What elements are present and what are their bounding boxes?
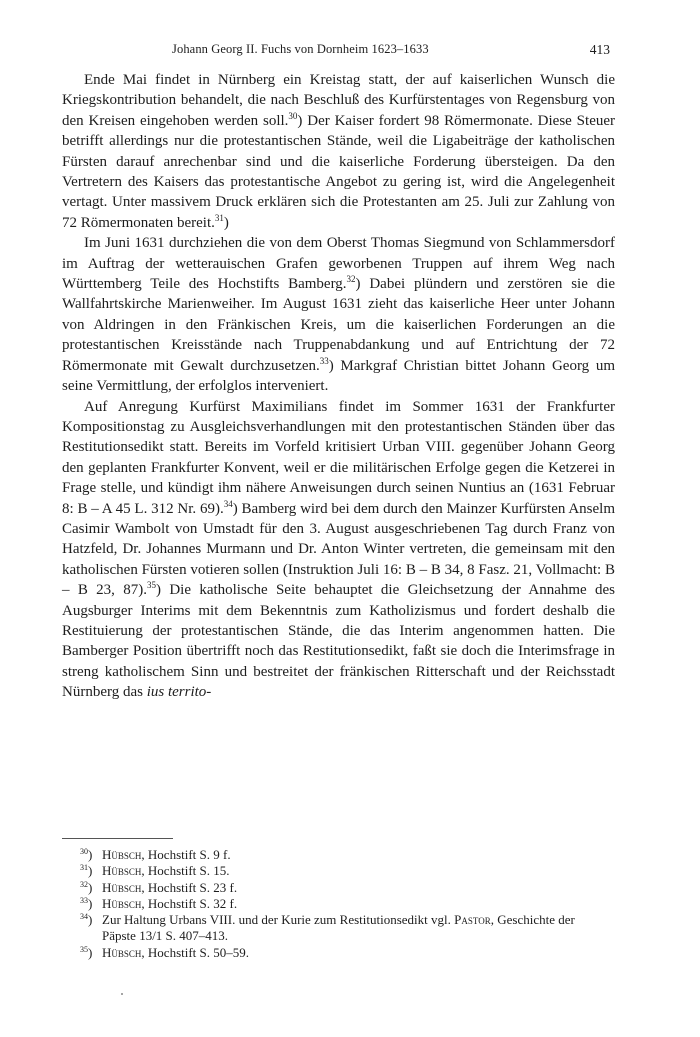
paragraph-1-text-a: Ende Mai findet in Nürnberg ein Kreistag statt, der auf kaiserlichen Wunsch die Kriegskontribution behandelt, die nach Beschluß des Kurfürstentages von Regensburg von den Kreisen eingehoben werden soll.	[62, 72, 615, 129]
footnote-text: , Hochstift S. 32 f.	[141, 895, 238, 911]
footnote-author: Hübsch	[102, 847, 142, 862]
footnote-number: 33	[80, 895, 88, 905]
footnote-author: Hübsch	[102, 944, 142, 960]
paragraph-1	[62, 70, 615, 233]
footnote-ref-31: 31	[214, 212, 224, 223]
footnote-author: Hübsch	[102, 863, 142, 879]
footnote-author: Hübsch	[102, 895, 142, 911]
paragraph-3	[62, 397, 615, 703]
footnote-author: Pastor	[454, 912, 491, 928]
footnote-text: , Hochstift S. 15.	[141, 863, 230, 879]
paragraph-1-text-c: )	[223, 214, 229, 231]
paragraph-3-italic: ius territo-	[146, 684, 212, 701]
paper-speck	[121, 993, 123, 995]
footnote-31: $^{31}$) Hübsch, Hochstift S. 15.	[80, 863, 230, 879]
footnote-ref-30: 30	[288, 110, 298, 121]
footnote-30: $^{30}$) Hübsch, Hochstift S. 9 f.	[80, 847, 231, 862]
paragraph-2-text-c: ) Markgraf Christian bittet Johann Georg um seine Vermittlung, der erfolglos interveniert.	[62, 357, 615, 395]
footnote-ref-33: 33	[319, 355, 329, 366]
paragraph-2-text-a: Im Juni 1631 durchziehen die von dem Oberst Thomas Siegmund von Schlammersdorf im Auftrag der wetterauischen Grafen geworbenen Truppen auf ihrem Weg nach Württemberg Teile des Hochstifts Bamberg.	[62, 235, 615, 293]
footnote-ref-35: 35	[147, 580, 156, 591]
footnote-text: , Hochstift S. 9 f.	[141, 847, 231, 862]
footnote-text: , Hochstift S. 50–59.	[141, 944, 250, 960]
footnote-number: 35	[80, 944, 88, 954]
footnotes	[80, 847, 600, 961]
paragraph-3-text-b: ) Bamberg wird bei dem durch den Mainzer Kurfürsten Anselm Casimir Wambolt von Umstadt für den 3. August ausgeschriebenen Tag durch Franz von Hatzfeld, Dr. Johannes Murmann und Dr. Anton Winter vertreten, die gemeinsam mit den katholischen Fürsten votieren sollen (Instruktion Juli 16: B – B 34, 8 Fasz. 21, Vollmacht: B – B 23, 87).	[62, 500, 615, 599]
paragraph-2-text-b: ) Dabei plündern und zerstören sie die Wallfahrtskirche Marienweiher. Im August 1631 zieht das kaiserliche Heer unter Johann von Aldringen in den Fränkischen Kreis, um die kaiserlichen Forderungen an die protestantischen Kreisstände nach Truppenabdankung und auf Entrichtung der 72 Römermonate mit Gewalt durchzusetzen.	[62, 276, 615, 374]
footnote-33: $^{33}$) Hübsch, Hochstift S. 32 f.	[80, 895, 238, 911]
footnote-ref-34: 34	[223, 498, 233, 509]
footnote-number: 30	[80, 847, 88, 856]
footnote-divider	[62, 838, 173, 839]
footnote-35: $^{35}$) Hübsch, Hochstift S. 50–59.	[80, 944, 250, 960]
footnote-text: , Hochstift S. 23 f.	[141, 879, 238, 895]
footnote-number: 34	[80, 912, 88, 922]
main-text	[62, 70, 615, 703]
running-head	[0, 42, 700, 62]
paragraph-1-text-b: ) Der Kaiser fordert 98 Römermonate. Diese Steuer betrifft allerdings nur die protestantischen Stände, weil die Ligabeiträge der katholischen Fürsten darauf anrechenbar sind und die kaiserliche Forderung übersteigen. Da den Vertretern des Kaisers das protestantische Angebot zu gering ist, wird die Angelegenheit vertagt. Unter massivem Druck erklären sich die Protestanten am 25. Juli zur Zahlung von 72 Römermonaten bereit.	[62, 112, 616, 231]
footnote-text-pre: Zur Haltung Urbans VIII. und der Kurie zum Restitutionsedikt vgl.	[102, 912, 455, 928]
footnote-ref-32: 32	[346, 274, 356, 285]
footnote-32: $^{32}$) Hübsch, Hochstift S. 23 f.	[80, 879, 238, 895]
running-head-title: Johann Georg II. Fuchs von Dornheim 1623–1633	[172, 42, 429, 56]
footnote-text: , Geschichte der Päpste 13/1 S. 407–413.	[102, 912, 575, 944]
paragraph-3-text-a: Auf Anregung Kurfürst Maximilians findet im Sommer 1631 der Frankfurter Kompositionstag zu Ausgleichsverhandlungen mit den protestantischen Ständen über das Restitutionsedikt statt. Bereits im Vorfeld kritisiert Urban VIII. gegenüber Johann Georg den geplanten Frankfurter Konvent, weil er die militärischen Erfolge gegen die Ketzerei in Frage stelle, und kündigt ihm nähere Anweisungen durch seinen Nuntius an (1631 Februar 8: B – A 45 L. 312 Nr. 69).	[62, 398, 615, 517]
page-number: 413	[589, 42, 610, 57]
paragraph-2	[62, 233, 615, 396]
paragraph-3-text-c: ) Die katholische Seite behauptet die Gleichsetzung der Annahme des Augsburger Interims mit dem Bekenntnis zum Katholizismus und fordert deshalb die Restituierung der protestantischen Stände, die das Interim angenommen hatten. Die Bamberger Position übertrifft noch das Restitutionsedikt, faßt sie doch die Interimsfrage in streng katholischem Sinn und bestreitet der fränkischen Ritterschaft und der Reichsstadt Nürnberg das	[62, 582, 616, 701]
footnote-number: 32	[80, 879, 88, 889]
footnote-34: $^{34}$) Zur Haltung Urbans VIII. und der Kurie zum Restitutionsedikt vgl. Pastor, Geschichte der Päpste 13/1 S. 407–413.	[80, 912, 575, 944]
footnote-author: Hübsch	[102, 879, 142, 895]
footnote-number: 31	[80, 863, 88, 873]
